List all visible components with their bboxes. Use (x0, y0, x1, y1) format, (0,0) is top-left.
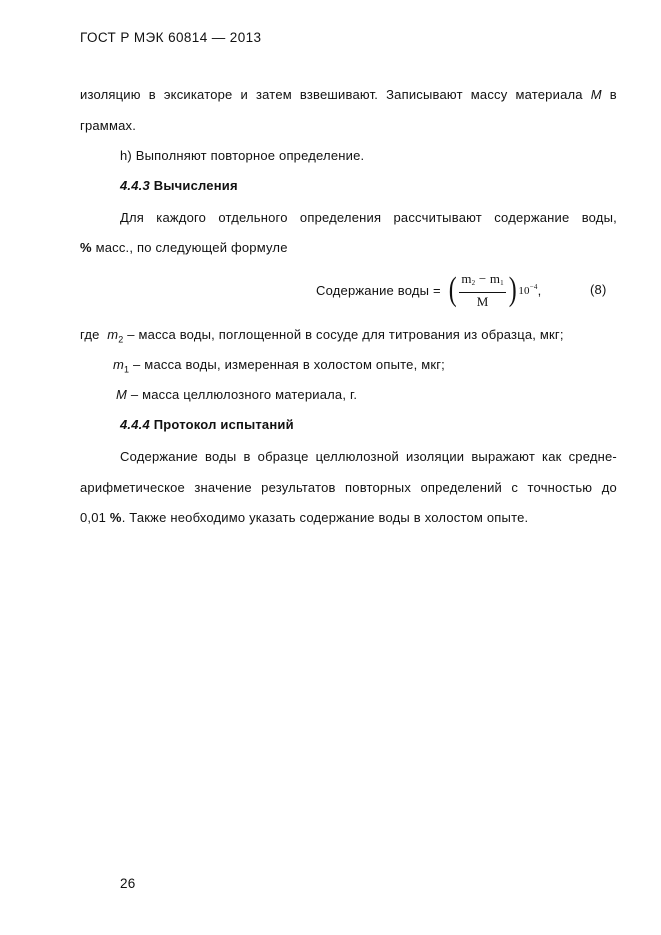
word: значение (194, 480, 252, 495)
paragraph-line (80, 480, 617, 495)
formula: ( $\frac{m_2 - m_1}{M}$ ) $10^{-4}$ , (448, 271, 542, 309)
fraction-denominator: M (476, 294, 489, 309)
word: Для (120, 210, 145, 225)
word: содержание (494, 210, 570, 225)
word: образце (257, 449, 309, 464)
word: и (240, 87, 248, 102)
word: с (511, 480, 519, 495)
word: до (601, 480, 617, 495)
word: материала (515, 87, 583, 102)
equation-number: (8) (590, 282, 607, 297)
formula-line (316, 272, 541, 308)
word: результатов (261, 480, 336, 495)
word: M (590, 87, 602, 102)
section-heading (120, 178, 238, 193)
percent-sign: % (80, 240, 92, 255)
word: в (243, 449, 251, 464)
where-m2: где $m_2$ – масса воды, поглощенной в сосуде для титрования из образца, мкг; (80, 327, 564, 345)
word: точностью (527, 480, 593, 495)
word: изоляции (406, 449, 465, 464)
word: как (542, 449, 562, 464)
paragraph-line (120, 449, 617, 464)
section-number: 4.4.3 (120, 178, 150, 193)
word: взвешивают. (299, 87, 379, 102)
word: определений (420, 480, 502, 495)
paragraph-line: % масс., по следующей формуле (80, 240, 288, 255)
word: массу (470, 87, 508, 102)
word: повторных (345, 480, 412, 495)
word: изоляцию (80, 87, 141, 102)
paragraph-line (80, 87, 617, 102)
word: арифметическое (80, 480, 185, 495)
open-paren: ( (448, 271, 457, 308)
word: определения (299, 210, 382, 225)
paragraph-line (120, 210, 617, 225)
word: Записывают (386, 87, 463, 102)
paragraph-line: граммах. (80, 118, 137, 133)
word: целлюлозной (315, 449, 399, 464)
word: в (609, 87, 617, 102)
word: выражают (471, 449, 535, 464)
word: каждого (156, 210, 207, 225)
section-title: Протокол испытаний (153, 417, 294, 432)
word: средне- (568, 449, 617, 464)
word: рассчитывают (393, 210, 482, 225)
formula-label: Содержание воды = (316, 282, 441, 298)
page-number: 26 (120, 876, 136, 891)
word: затем (256, 87, 292, 102)
word: Содержание (120, 449, 198, 464)
word: воды, (581, 210, 617, 225)
section-title: Вычисления (153, 178, 238, 193)
where-M: M – масса целлюлозного материала, г. (116, 387, 358, 402)
word: воды (205, 449, 237, 464)
word: в (148, 87, 156, 102)
document-header: ГОСТ Р МЭК 60814 — 2013 (80, 30, 262, 45)
section-heading (120, 417, 294, 432)
fraction-numerator: $m_2 - m_1$ (459, 271, 505, 293)
fraction (458, 271, 506, 309)
word: отдельного (218, 210, 288, 225)
section-number: 4.4.4 (120, 417, 150, 432)
paragraph-line: 0,01 %. Также необходимо указать содержание воды в холостом опыте. (80, 510, 529, 525)
close-paren: ) (508, 271, 517, 308)
power-factor: $10^{-4}$ (518, 283, 538, 297)
where-m1: $m_1$ – масса воды, измеренная в холостом опыте, мкг; (113, 357, 445, 375)
list-item-h: h) Выполняют повторное определение. (120, 148, 365, 163)
word: эксикаторе (163, 87, 233, 102)
